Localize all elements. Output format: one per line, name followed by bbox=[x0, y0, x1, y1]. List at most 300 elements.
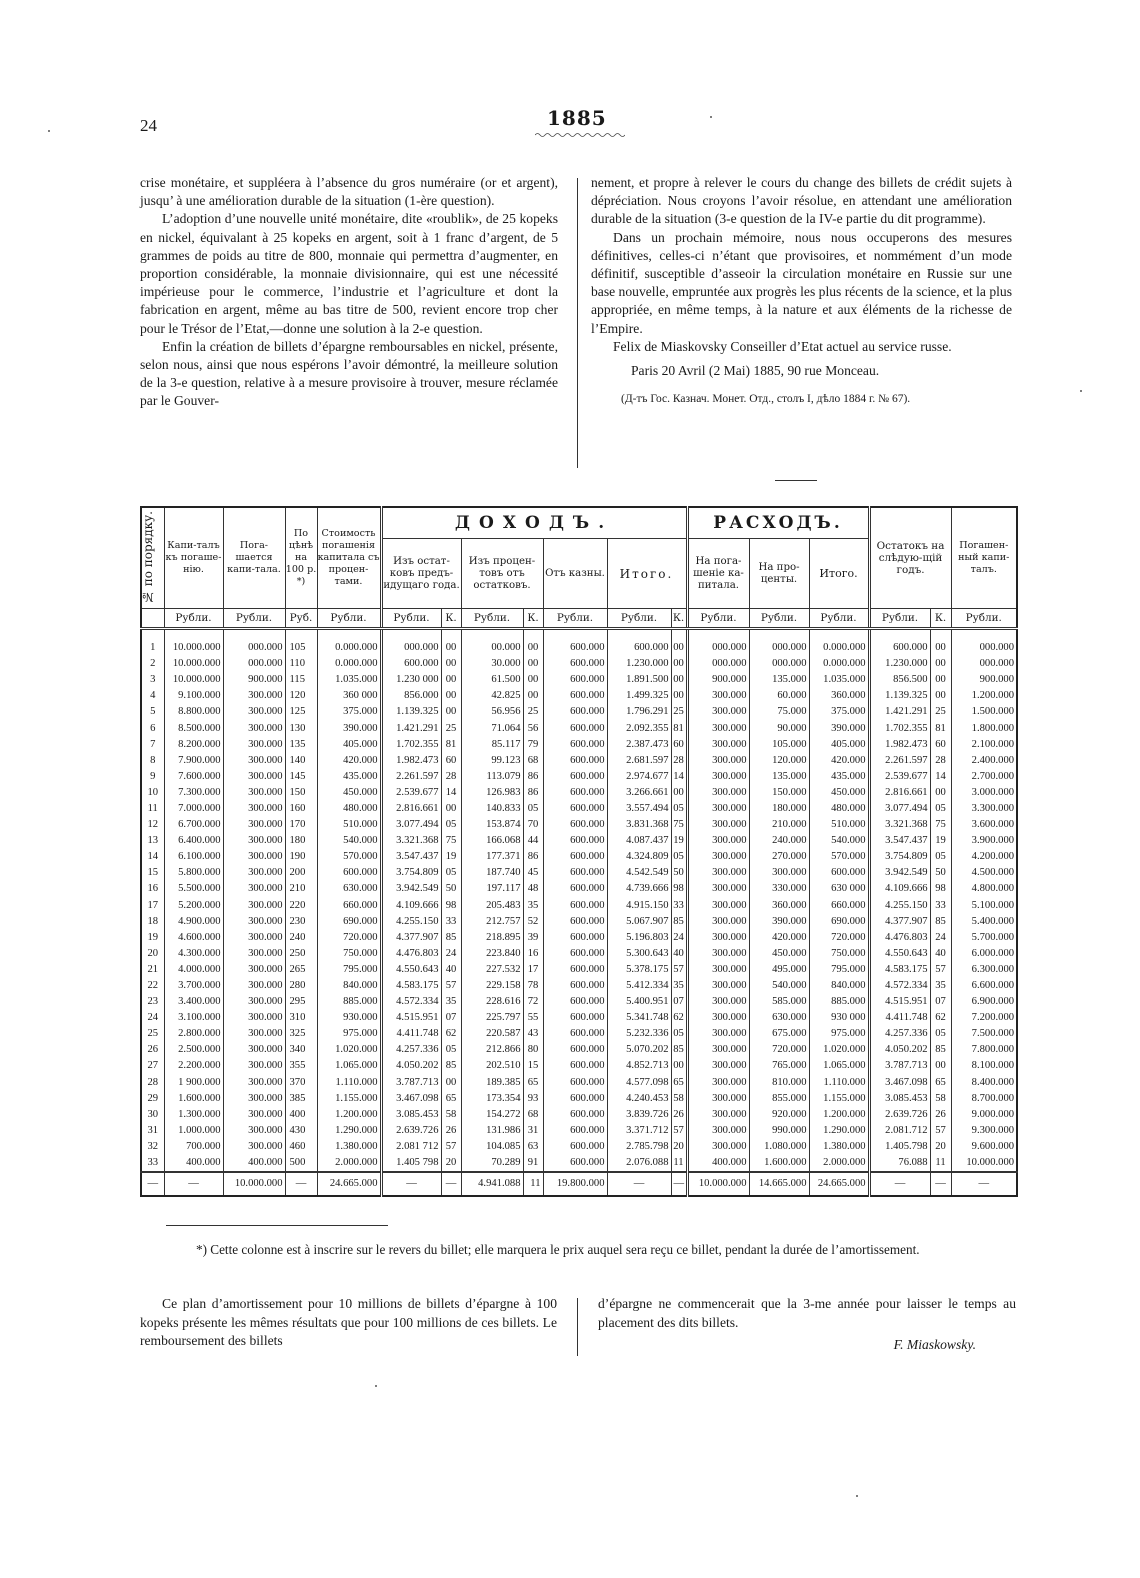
author-signature: F. Miaskowsky. bbox=[893, 1337, 976, 1352]
table-cell: 212.866 bbox=[461, 1042, 523, 1058]
table-cell: 8.500.000 bbox=[164, 720, 223, 736]
table-cell: 5.070.202 bbox=[607, 1042, 671, 1058]
table-cell: 300.000 bbox=[687, 865, 749, 881]
table-cell: 1.155.000 bbox=[809, 1091, 869, 1107]
table-cell: 3.000.000 bbox=[951, 785, 1017, 801]
table-cell: 300.000 bbox=[223, 801, 285, 817]
table-cell: 7.200.000 bbox=[951, 1010, 1017, 1026]
table-cell: 3.942.549 bbox=[869, 865, 930, 881]
table-cell: 300.000 bbox=[687, 930, 749, 946]
table-cell: 300.000 bbox=[223, 720, 285, 736]
table-cell: 35 bbox=[930, 978, 951, 994]
table-cell: 9.600.000 bbox=[951, 1139, 1017, 1155]
unit-cell: Рубли. bbox=[543, 609, 607, 629]
place-date: Paris 20 Avril (2 Mai) 1885, 90 rue Monceau. bbox=[631, 363, 880, 379]
table-cell: 3.400.000 bbox=[164, 994, 223, 1010]
scan-speck bbox=[710, 116, 712, 118]
table-cell: 00 bbox=[441, 688, 461, 704]
table-cell: 58 bbox=[671, 1091, 687, 1107]
table-cell: 500 bbox=[285, 1155, 317, 1172]
table-cell: 600.000 bbox=[543, 817, 607, 833]
table-cell: 7.300.000 bbox=[164, 785, 223, 801]
table-cell: 50 bbox=[671, 865, 687, 881]
table-cell: 1.380.000 bbox=[809, 1139, 869, 1155]
table-cell: 300.000 bbox=[223, 833, 285, 849]
table-cell: 153.874 bbox=[461, 817, 523, 833]
table-cell: 660.000 bbox=[317, 898, 381, 914]
table-cell: 300.000 bbox=[687, 801, 749, 817]
table-cell: 600.000 bbox=[381, 656, 441, 672]
table-row bbox=[141, 672, 1017, 688]
table-cell: 3.600.000 bbox=[951, 817, 1017, 833]
table-cell: 1.035.000 bbox=[317, 672, 381, 688]
table-cell: 25 bbox=[441, 720, 461, 736]
table-cell: 300.000 bbox=[687, 688, 749, 704]
table-cell: 295 bbox=[285, 994, 317, 1010]
table-cell: 300.000 bbox=[223, 1010, 285, 1026]
table-cell: 130 bbox=[285, 720, 317, 736]
table-cell: 230 bbox=[285, 914, 317, 930]
table-cell: 1.200.000 bbox=[317, 1107, 381, 1123]
table-cell: 20 bbox=[147, 947, 159, 959]
table-row bbox=[141, 865, 1017, 881]
total-cell: — bbox=[141, 1172, 164, 1196]
total-cell: 14.665.000 bbox=[749, 1172, 809, 1196]
table-row bbox=[141, 1042, 1017, 1058]
table-cell: 104.085 bbox=[461, 1139, 523, 1155]
table-cell: 5.100.000 bbox=[951, 898, 1017, 914]
unit-cell: Рубли. bbox=[164, 609, 223, 629]
table-cell: 405.000 bbox=[317, 737, 381, 753]
left-text-column bbox=[140, 174, 558, 411]
table-cell: 400.000 bbox=[223, 1155, 285, 1172]
table-cell: 11 bbox=[930, 1155, 951, 1172]
table-cell: 91 bbox=[523, 1155, 543, 1172]
table-cell: 300.000 bbox=[223, 817, 285, 833]
table-cell: 3.077.494 bbox=[869, 801, 930, 817]
header-price: По цѣнѣ на 100 р. *) bbox=[285, 507, 317, 609]
paragraph: nement, et propre à relever le cours du change des billets de crédit sujets à dépréciation. Nous croyons l’avoir résolue, en attendant une amélioration durable de la situation (3-e question de la IV-e partie du dit programme). bbox=[591, 175, 1012, 227]
table-cell: 00 bbox=[523, 688, 543, 704]
table-cell: 300.000 bbox=[223, 930, 285, 946]
table-cell: 5.067.907 bbox=[607, 914, 671, 930]
table-cell: 75 bbox=[441, 833, 461, 849]
table-cell: 7.800.000 bbox=[951, 1042, 1017, 1058]
paragraph: Enfin la création de billets d’épargne remboursables en nickel, présente, selon nous, ainsi que nous espérons l’avoir démontré, la meilleure solution de la 3-e question, relative à a mesure provisoire à trouver, mesure réclamée par le Gouver- bbox=[140, 338, 558, 409]
table-cell: 600.000 bbox=[543, 1010, 607, 1026]
table-cell: 600.000 bbox=[543, 898, 607, 914]
amortization-table bbox=[140, 506, 1018, 1197]
total-cell: — bbox=[869, 1172, 930, 1196]
table-cell: 600.000 bbox=[543, 769, 607, 785]
table-cell: 2.681.597 bbox=[607, 753, 671, 769]
table-cell: 600.000 bbox=[543, 881, 607, 897]
table-cell: 300.000 bbox=[223, 688, 285, 704]
table-cell: 200 bbox=[285, 865, 317, 881]
table-cell: 3.754.809 bbox=[869, 849, 930, 865]
unit-cell bbox=[141, 609, 164, 629]
table-cell: 1.982.473 bbox=[869, 737, 930, 753]
table-cell: 4.515.951 bbox=[381, 1010, 441, 1026]
totals-row bbox=[141, 1172, 1017, 1196]
table-cell: 600.000 bbox=[543, 704, 607, 720]
table-cell: 600.000 bbox=[543, 1058, 607, 1074]
table-cell: 135 bbox=[285, 737, 317, 753]
table-cell: 20 bbox=[441, 1155, 461, 1172]
table-cell: 360.000 bbox=[809, 688, 869, 704]
table-cell: 1.230.000 bbox=[607, 656, 671, 672]
header-from-treasury: Отъ казны. bbox=[543, 539, 607, 609]
table-cell: 00 bbox=[671, 688, 687, 704]
table-cell: 85 bbox=[930, 1042, 951, 1058]
table-cell: 300.000 bbox=[687, 817, 749, 833]
table-cell: 375.000 bbox=[809, 704, 869, 720]
table-cell: 131.986 bbox=[461, 1123, 523, 1139]
table-cell: 4.583.175 bbox=[381, 978, 441, 994]
table-cell: 40 bbox=[930, 946, 951, 962]
table-row bbox=[141, 688, 1017, 704]
table-cell: 4.476.803 bbox=[869, 930, 930, 946]
table-cell: 5.400.000 bbox=[951, 914, 1017, 930]
table-cell: 86 bbox=[523, 785, 543, 801]
table-cell: 31 bbox=[523, 1123, 543, 1139]
table-cell: 7 bbox=[150, 738, 156, 750]
header-repaid-capital: Погашен-ный капи-талъ. bbox=[951, 507, 1017, 609]
table-cell: 700.000 bbox=[164, 1139, 223, 1155]
table-cell: 000.000 bbox=[223, 656, 285, 672]
table-cell: 3.839.726 bbox=[607, 1107, 671, 1123]
table-cell: 115 bbox=[285, 672, 317, 688]
table-cell: 85 bbox=[671, 1042, 687, 1058]
table-cell: 150.000 bbox=[749, 785, 809, 801]
table-cell: 70 bbox=[523, 817, 543, 833]
table-cell: 2.639.726 bbox=[869, 1107, 930, 1123]
table-cell: 05 bbox=[671, 801, 687, 817]
total-cell: — bbox=[607, 1172, 671, 1196]
unit-cell: Руб. bbox=[285, 609, 317, 629]
total-cell: 11 bbox=[523, 1172, 543, 1196]
table-cell: 25 bbox=[671, 704, 687, 720]
table-cell: 3.077.494 bbox=[381, 817, 441, 833]
table-cell: 57 bbox=[441, 978, 461, 994]
table-cell: 229.158 bbox=[461, 978, 523, 994]
table-cell: 300.000 bbox=[687, 704, 749, 720]
table-cell: 180 bbox=[285, 833, 317, 849]
table-cell: 2.800.000 bbox=[164, 1026, 223, 1042]
table-cell: 570.000 bbox=[317, 849, 381, 865]
table-cell: 4.476.803 bbox=[381, 946, 441, 962]
table-cell: 00 bbox=[671, 656, 687, 672]
table-cell: 18 bbox=[147, 915, 159, 927]
table-cell: 1.000.000 bbox=[164, 1123, 223, 1139]
table-cell: 1.110.000 bbox=[317, 1075, 381, 1091]
table-cell: 1.405.798 bbox=[869, 1139, 930, 1155]
table-cell: 2.076.088 bbox=[607, 1155, 671, 1172]
table-cell: 600.000 bbox=[607, 640, 671, 656]
table-cell: 300.000 bbox=[223, 962, 285, 978]
table-cell: 14 bbox=[147, 851, 159, 863]
table-cell: 75 bbox=[671, 817, 687, 833]
table-row bbox=[141, 849, 1017, 865]
table-cell: 630.000 bbox=[749, 1010, 809, 1026]
table-cell: 24 bbox=[930, 930, 951, 946]
table-cell: 270.000 bbox=[749, 849, 809, 865]
table-cell: 23 bbox=[147, 996, 159, 1008]
table-cell: 5.378.175 bbox=[607, 962, 671, 978]
table-cell: 1.200.000 bbox=[951, 688, 1017, 704]
scan-speck bbox=[48, 130, 50, 132]
table-cell: 4.583.175 bbox=[869, 962, 930, 978]
table-row bbox=[141, 994, 1017, 1010]
table-cell: 300.000 bbox=[687, 737, 749, 753]
table-cell: 2.000.000 bbox=[809, 1155, 869, 1172]
table-cell: 120.000 bbox=[749, 753, 809, 769]
header-from-interest: Изъ процен-товъ отъ остатковъ. bbox=[461, 539, 543, 609]
table-cell: 600.000 bbox=[809, 865, 869, 881]
table-cell: 05 bbox=[671, 1026, 687, 1042]
table-cell: 3.085.453 bbox=[381, 1107, 441, 1123]
table-cell: 35 bbox=[441, 994, 461, 1010]
table-cell: 4.600.000 bbox=[164, 930, 223, 946]
table-cell: 300.000 bbox=[223, 849, 285, 865]
unit-cell: К. bbox=[523, 609, 543, 629]
table-cell: 355 bbox=[285, 1058, 317, 1074]
table-cell: 57 bbox=[930, 1123, 951, 1139]
table-cell: 7.500.000 bbox=[951, 1026, 1017, 1042]
table-cell: 5.232.336 bbox=[607, 1026, 671, 1042]
table-cell: 300.000 bbox=[687, 769, 749, 785]
table-cell: 1.080.000 bbox=[749, 1139, 809, 1155]
table-cell: 000.000 bbox=[687, 656, 749, 672]
table-cell: 00 bbox=[930, 672, 951, 688]
table-cell: 00 bbox=[441, 801, 461, 817]
table-cell: 6.700.000 bbox=[164, 817, 223, 833]
table-cell: 600.000 bbox=[543, 849, 607, 865]
table-cell: 15 bbox=[523, 1058, 543, 1074]
table-row bbox=[141, 914, 1017, 930]
table-cell: 300.000 bbox=[223, 978, 285, 994]
table-cell: 1.200.000 bbox=[809, 1107, 869, 1123]
table-cell: 3.557.494 bbox=[607, 801, 671, 817]
table-cell: 70.289 bbox=[461, 1155, 523, 1172]
table-cell: 1.500.000 bbox=[951, 704, 1017, 720]
table-cell: 50 bbox=[441, 881, 461, 897]
paragraph: d’épargne ne commencerait que la 3-me année pour laisser le temps au placement des dits billets. bbox=[598, 1296, 1016, 1330]
table-cell: 05 bbox=[441, 1042, 461, 1058]
table-cell: 4.550.643 bbox=[381, 962, 441, 978]
table-cell: 56.956 bbox=[461, 704, 523, 720]
unit-cell: Рубли. bbox=[223, 609, 285, 629]
table-row bbox=[141, 1026, 1017, 1042]
table-cell: 4.800.000 bbox=[951, 881, 1017, 897]
table-cell: 60 bbox=[671, 737, 687, 753]
table-cell: 30.000 bbox=[461, 656, 523, 672]
unit-cell: Рубли. bbox=[461, 609, 523, 629]
table-cell: 3.942.549 bbox=[381, 881, 441, 897]
table-cell: 675.000 bbox=[749, 1026, 809, 1042]
table-cell: 300.000 bbox=[687, 881, 749, 897]
table-cell: 300.000 bbox=[687, 994, 749, 1010]
table-row bbox=[141, 753, 1017, 769]
table-cell: 1.499.325 bbox=[607, 688, 671, 704]
table-cell: 300.000 bbox=[223, 881, 285, 897]
table-cell: 10.000.000 bbox=[951, 1155, 1017, 1172]
table-cell: 0.000.000 bbox=[317, 656, 381, 672]
table-cell: 6.000.000 bbox=[951, 946, 1017, 962]
table-row bbox=[141, 720, 1017, 736]
table-cell: 240.000 bbox=[749, 833, 809, 849]
table-cell: 120 bbox=[285, 688, 317, 704]
table-cell: 340 bbox=[285, 1042, 317, 1058]
table-row bbox=[141, 769, 1017, 785]
table-cell: 81 bbox=[671, 720, 687, 736]
header-income-total: Итого. bbox=[607, 539, 687, 609]
table-cell: 300.000 bbox=[223, 946, 285, 962]
table-cell: 265 bbox=[285, 962, 317, 978]
table-cell: 86 bbox=[523, 849, 543, 865]
table-cell: 65 bbox=[671, 1075, 687, 1091]
table-cell: 15 bbox=[147, 867, 159, 879]
table-cell: 140 bbox=[285, 753, 317, 769]
table-cell: 44 bbox=[523, 833, 543, 849]
table-cell: 390.000 bbox=[749, 914, 809, 930]
table-cell: 2.261.597 bbox=[381, 769, 441, 785]
unit-cell: К. bbox=[930, 609, 951, 629]
table-cell: 177.371 bbox=[461, 849, 523, 865]
table-cell: 600.000 bbox=[543, 1139, 607, 1155]
table-cell: 05 bbox=[930, 801, 951, 817]
table-cell: 000.000 bbox=[951, 656, 1017, 672]
table-cell: 4 bbox=[150, 690, 156, 702]
table-cell: 630.000 bbox=[317, 881, 381, 897]
table-cell: 1.290.000 bbox=[809, 1123, 869, 1139]
table-cell: 81 bbox=[930, 720, 951, 736]
table-cell: 540.000 bbox=[809, 833, 869, 849]
header-remainder: Остатокъ на слѣдую-щій годъ. bbox=[869, 507, 951, 609]
table-cell: 2.400.000 bbox=[951, 753, 1017, 769]
table-cell: 4.542.549 bbox=[607, 865, 671, 881]
table-cell: 3.831.368 bbox=[607, 817, 671, 833]
table-cell: 600.000 bbox=[543, 914, 607, 930]
table-cell: 5.200.000 bbox=[164, 898, 223, 914]
table-cell: 300.000 bbox=[687, 978, 749, 994]
table-cell: 6.400.000 bbox=[164, 833, 223, 849]
table-cell: 280 bbox=[285, 978, 317, 994]
signature-line: Felix de Miaskovsky Conseiller d’Etat actuel au service russe. bbox=[613, 338, 952, 354]
table-cell: 4.900.000 bbox=[164, 914, 223, 930]
table-cell: 19 bbox=[441, 849, 461, 865]
table-cell: 600.000 bbox=[543, 865, 607, 881]
table-cell: 58 bbox=[930, 1091, 951, 1107]
table-row bbox=[141, 978, 1017, 994]
table-cell: 6.900.000 bbox=[951, 994, 1017, 1010]
table-cell: 300.000 bbox=[223, 1075, 285, 1091]
table-cell: 600.000 bbox=[543, 720, 607, 736]
table-cell: 60 bbox=[930, 737, 951, 753]
scan-speck bbox=[375, 1385, 377, 1387]
table-cell: 1.600.000 bbox=[164, 1091, 223, 1107]
table-cell: 300.000 bbox=[223, 753, 285, 769]
table-cell: 1.982.473 bbox=[381, 753, 441, 769]
total-cell: — bbox=[930, 1172, 951, 1196]
table-cell: 225.797 bbox=[461, 1010, 523, 1026]
table-cell: 07 bbox=[671, 994, 687, 1010]
table-cell: 55 bbox=[523, 1010, 543, 1026]
column-divider bbox=[577, 178, 578, 468]
wavy-rule-ornament bbox=[535, 132, 625, 138]
table-cell: 56 bbox=[523, 720, 543, 736]
table-cell: 920.000 bbox=[749, 1107, 809, 1123]
table-cell: 1 bbox=[150, 642, 156, 654]
table-cell: 4.109.666 bbox=[869, 881, 930, 897]
table-cell: 7.900.000 bbox=[164, 753, 223, 769]
table-cell: 480.000 bbox=[317, 801, 381, 817]
unit-cell: Рубли. bbox=[951, 609, 1017, 629]
table-cell: 150 bbox=[285, 785, 317, 801]
table-cell: 76.088 bbox=[869, 1155, 930, 1172]
table-cell: 62 bbox=[930, 1010, 951, 1026]
table-cell: 17 bbox=[147, 899, 159, 911]
table-cell: 4.550.643 bbox=[869, 946, 930, 962]
header-row-number: № по порядку. bbox=[141, 507, 164, 609]
table-cell: 187.740 bbox=[461, 865, 523, 881]
table-cell: 480.000 bbox=[809, 801, 869, 817]
table-cell: 300.000 bbox=[687, 1026, 749, 1042]
table-cell: 125 bbox=[285, 704, 317, 720]
table-cell: 22 bbox=[147, 980, 159, 992]
table-cell: 05 bbox=[441, 817, 461, 833]
table-cell: 300.000 bbox=[687, 720, 749, 736]
table-cell: 85 bbox=[441, 1058, 461, 1074]
table-cell: 1.405 798 bbox=[381, 1155, 441, 1172]
table-cell: 57 bbox=[441, 1139, 461, 1155]
table-cell: 750.000 bbox=[317, 946, 381, 962]
table-cell: 05 bbox=[930, 849, 951, 865]
table-cell: 29 bbox=[147, 1092, 159, 1104]
table-cell: 4.377.907 bbox=[869, 914, 930, 930]
table-cell: 600.000 bbox=[543, 640, 607, 656]
table-cell: 600.000 bbox=[317, 865, 381, 881]
table-cell: 300.000 bbox=[687, 914, 749, 930]
table-cell: 00 bbox=[671, 672, 687, 688]
table-cell: 00 bbox=[523, 656, 543, 672]
table-cell: 300.000 bbox=[687, 1010, 749, 1026]
bottom-right-column bbox=[598, 1295, 1016, 1355]
table-cell: 300.000 bbox=[687, 1042, 749, 1058]
table-cell: 720.000 bbox=[749, 1042, 809, 1058]
table-cell: 5.341.748 bbox=[607, 1010, 671, 1026]
table-cell: 300.000 bbox=[223, 785, 285, 801]
table-cell: 5.800.000 bbox=[164, 865, 223, 881]
table-cell: 4.000.000 bbox=[164, 962, 223, 978]
total-cell: 10.000.000 bbox=[223, 1172, 285, 1196]
table-cell: 600.000 bbox=[869, 640, 930, 656]
table-cell: 4.577.098 bbox=[607, 1075, 671, 1091]
table-cell: 00 bbox=[930, 656, 951, 672]
table-cell: 420.000 bbox=[749, 930, 809, 946]
table-cell: 14 bbox=[930, 769, 951, 785]
table-cell: 00 bbox=[930, 640, 951, 656]
table-cell: 300.000 bbox=[223, 1091, 285, 1107]
table-cell: 80 bbox=[523, 1042, 543, 1058]
table-cell: 72 bbox=[523, 994, 543, 1010]
table-cell: 135.000 bbox=[749, 769, 809, 785]
section-divider bbox=[775, 480, 817, 481]
table-cell: 300.000 bbox=[223, 1042, 285, 1058]
table-cell: 4.257.336 bbox=[869, 1026, 930, 1042]
table-cell: 12 bbox=[147, 819, 159, 831]
table-cell: 30 bbox=[147, 1108, 159, 1120]
